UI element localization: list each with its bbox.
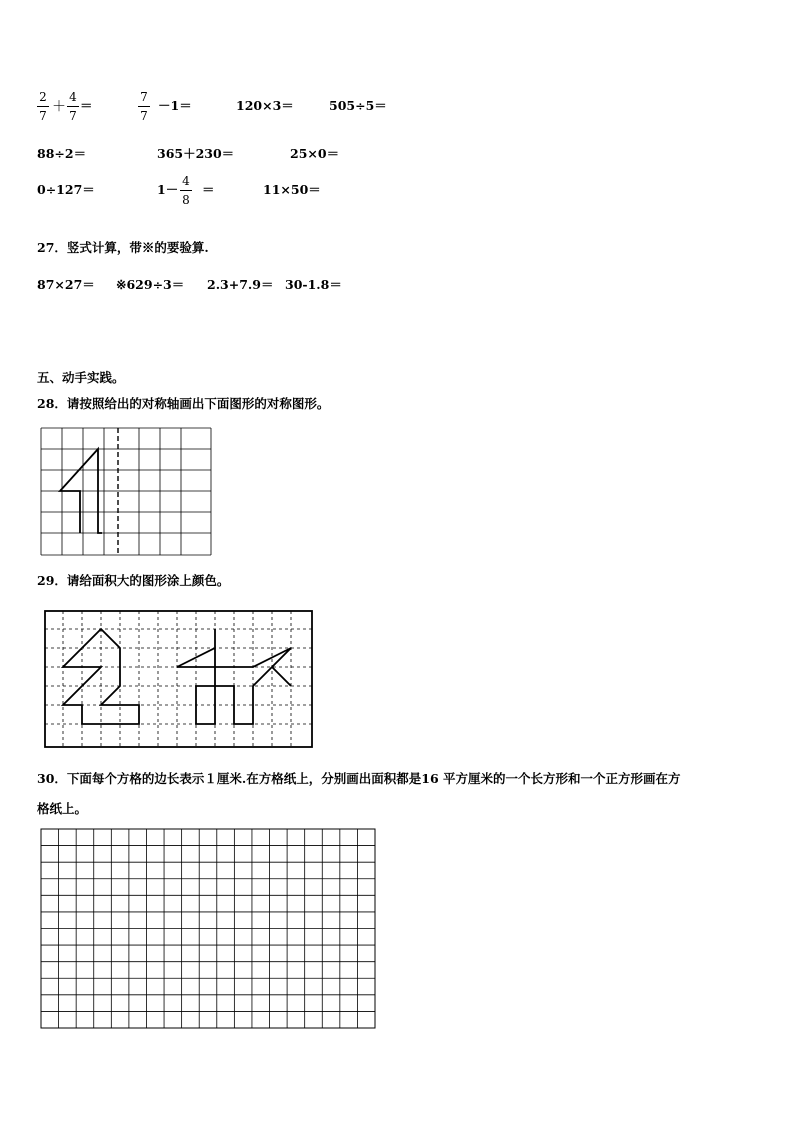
q27-item-2: ※629÷3＝ xyxy=(116,277,185,292)
question-30-line-2: 格纸上。 xyxy=(37,801,88,816)
expression-11x50: 11×50＝ xyxy=(263,182,321,197)
plus-sign: ＋ xyxy=(52,99,66,115)
q27-item-1: 87×27＝ xyxy=(37,277,95,292)
question-30-line-1: 30．下面每个方格的边长表示１厘米.在方格纸上，分别画出面积都是16 平方厘米的一个长方形和一个正方形画在方 xyxy=(37,771,681,786)
area-compare-grid xyxy=(43,609,315,750)
equals-sign: ＝ xyxy=(202,182,215,197)
fraction-7-7 xyxy=(138,91,150,122)
expression-25x0: 25×0＝ xyxy=(290,146,340,161)
numerator: 4 xyxy=(182,174,190,188)
equals-sign: ＝ xyxy=(80,98,93,113)
denominator: 7 xyxy=(39,109,47,123)
question-27-title: 27．竖式计算，带※的要验算. xyxy=(37,240,209,255)
expression-0div127: 0÷127＝ xyxy=(37,182,95,197)
numerator: 2 xyxy=(39,90,47,104)
expression-505div5: 505÷5＝ xyxy=(329,98,387,113)
expression-minus-1: －1＝ xyxy=(158,98,192,113)
square-grid-paper xyxy=(40,828,378,1030)
denominator: 7 xyxy=(140,109,148,123)
question-29-title: 29．请给面积大的图形涂上颜色。 xyxy=(37,573,230,588)
section-5-title: 五、动手实践。 xyxy=(37,370,125,385)
symmetry-grid xyxy=(40,427,213,557)
fraction-4-7 xyxy=(67,91,79,122)
q27-item-4: 30-1.8＝ xyxy=(285,277,342,292)
expression-120x3: 120×3＝ xyxy=(236,98,294,113)
q27-item-3: 2.3+7.9＝ xyxy=(207,277,274,292)
expression-one-minus: 1－ xyxy=(157,182,179,197)
expression-365plus230: 365＋230＝ xyxy=(157,146,235,161)
numerator: 4 xyxy=(69,90,77,104)
expression-88div2: 88÷2＝ xyxy=(37,146,87,161)
denominator: 7 xyxy=(69,109,77,123)
numerator: 7 xyxy=(140,90,148,104)
fraction-2-7 xyxy=(37,91,49,122)
denominator: 8 xyxy=(182,193,190,207)
question-28-title: 28．请按照给出的对称轴画出下面图形的对称图形。 xyxy=(37,396,330,411)
fraction-4-8 xyxy=(180,175,192,206)
